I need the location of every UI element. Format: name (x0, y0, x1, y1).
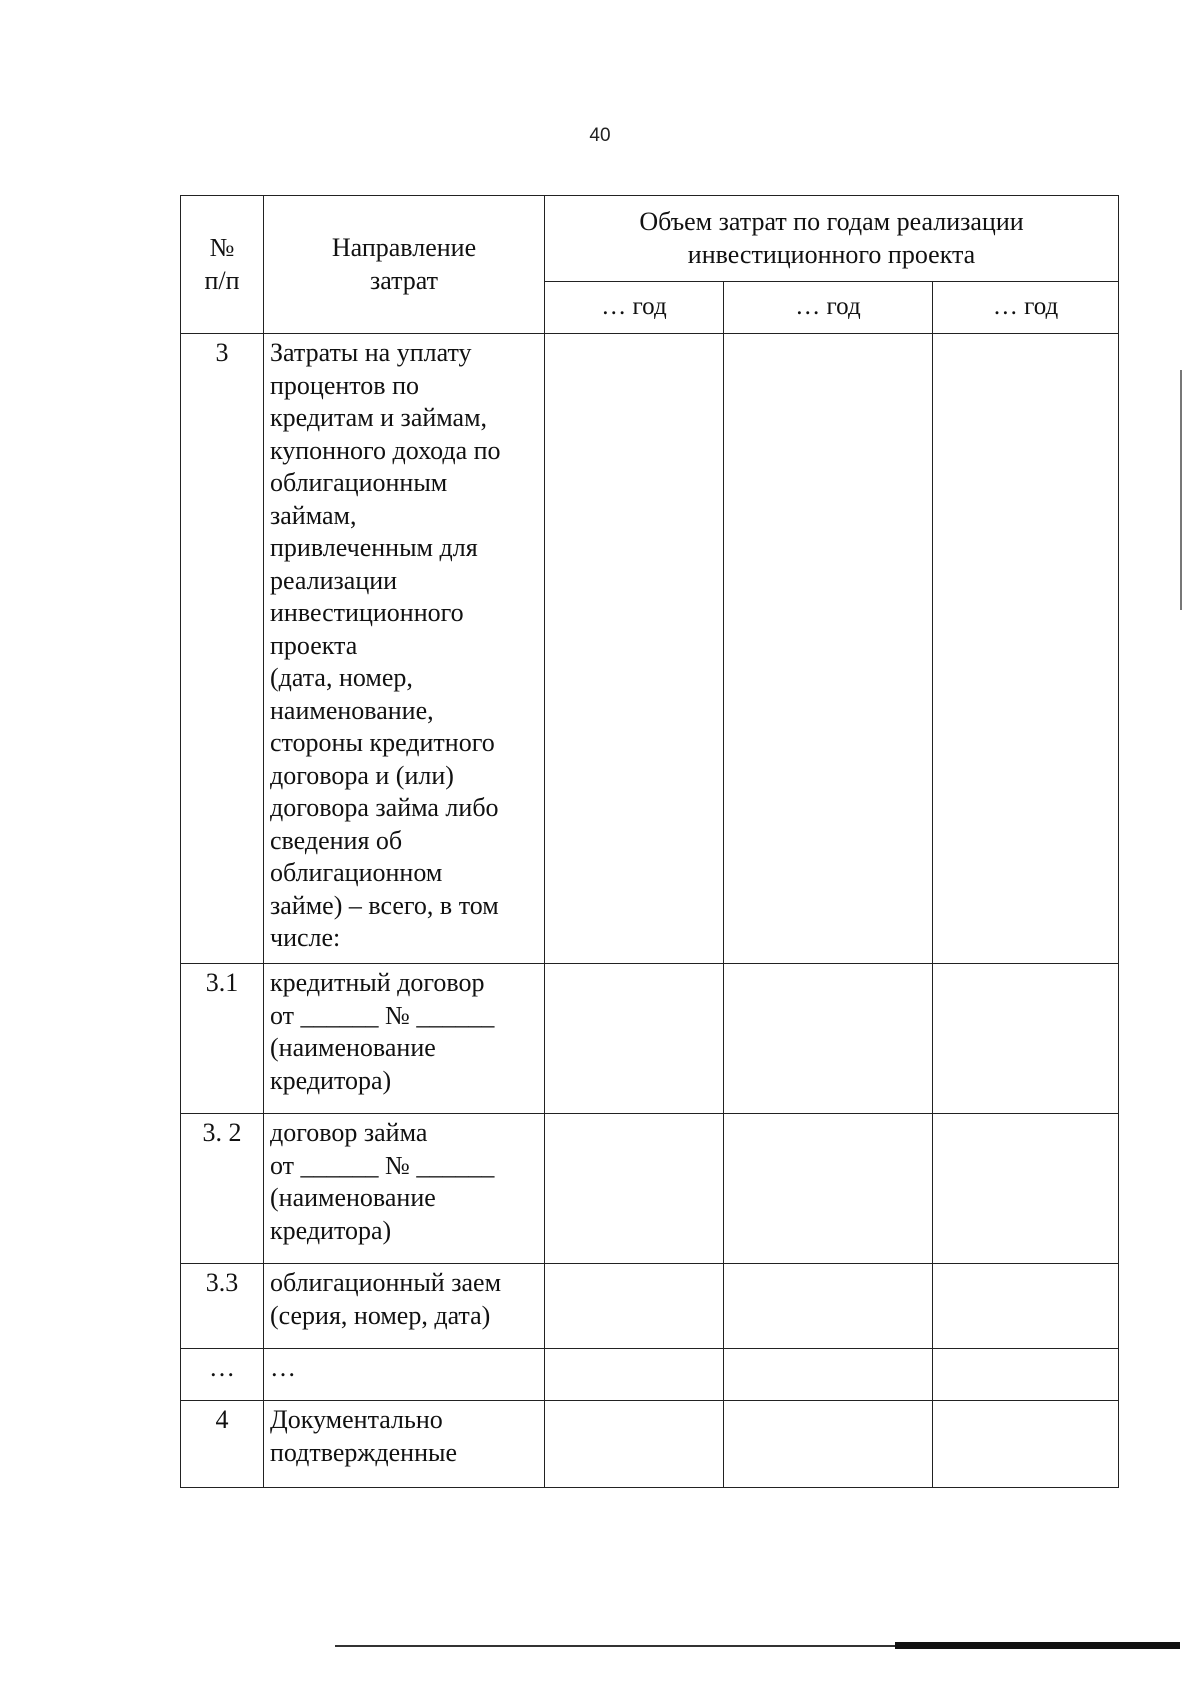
year-value-cell[interactable] (545, 1401, 724, 1488)
year-value-cell[interactable] (724, 334, 933, 964)
year-value-cell[interactable] (545, 1114, 724, 1264)
table-row (181, 964, 1119, 1114)
direction-line: облигационный заем (270, 1268, 502, 1297)
investment-cost-table (180, 195, 1119, 1488)
direction-line: наименование, (270, 695, 434, 725)
direction-line: от ______ № ______ (270, 1000, 495, 1030)
year-value-cell[interactable] (933, 964, 1119, 1114)
direction-line: привлеченным для (270, 533, 478, 562)
year-value-cell[interactable] (545, 334, 724, 964)
direction-line: кредитора) (270, 1215, 392, 1245)
direction-line: (серия, номер, дата) (270, 1300, 491, 1330)
header-year-2: … год (724, 282, 933, 334)
direction-line: договора и (или) (270, 760, 454, 790)
direction-line: кредитам и займам, (270, 403, 488, 432)
direction-line: проекта (270, 630, 358, 660)
direction-line: займе) – всего, в том (270, 890, 499, 920)
header-year-1: … год (545, 282, 724, 334)
direction-line: (наименование (270, 1033, 436, 1062)
direction-line: займам, (270, 500, 357, 530)
year-value-cell[interactable] (724, 1264, 933, 1349)
page-number: 40 (589, 125, 611, 146)
header-year-3: … год (933, 282, 1119, 334)
direction-line: от ______ № ______ (270, 1150, 495, 1180)
table-row (181, 334, 1119, 964)
row-number: 4 (181, 1401, 264, 1488)
direction-line: числе: (270, 923, 341, 952)
row-direction (264, 334, 545, 964)
year-value-cell[interactable] (724, 1401, 933, 1488)
table-row (181, 1114, 1119, 1264)
direction-line: облигационным (270, 468, 448, 497)
year-value-cell[interactable] (545, 964, 724, 1114)
year-value-cell[interactable] (724, 1349, 933, 1401)
row-number: 3.3 (181, 1264, 264, 1349)
row-number: 3 (181, 334, 264, 964)
direction-line: кредитора) (270, 1065, 392, 1095)
row-direction (264, 1114, 545, 1264)
direction-line: облигационном (270, 858, 443, 887)
footer-rule-thin (335, 1645, 895, 1647)
direction-line: … (270, 1353, 296, 1382)
direction-line: кредитный договор (270, 968, 485, 997)
direction-line: реализации (270, 565, 398, 595)
direction-line: (наименование (270, 1183, 436, 1212)
direction-line: сведения об (270, 825, 403, 855)
row-number: … (181, 1349, 264, 1401)
row-direction (264, 1401, 545, 1488)
table-row (181, 1401, 1119, 1488)
scan-edge-mark (1180, 370, 1182, 610)
direction-line: купонного дохода по (270, 435, 501, 465)
direction-line: стороны кредитного (270, 728, 495, 757)
year-value-cell[interactable] (724, 1114, 933, 1264)
row-direction (264, 1264, 545, 1349)
table-row (181, 1264, 1119, 1349)
direction-line: Затраты на уплату (270, 338, 472, 367)
year-value-cell[interactable] (933, 1401, 1119, 1488)
row-direction (264, 1349, 545, 1401)
table-row (181, 1349, 1119, 1401)
direction-line: Документально (270, 1405, 443, 1434)
direction-line: договор займа (270, 1118, 428, 1147)
year-value-cell[interactable] (545, 1264, 724, 1349)
row-direction (264, 964, 545, 1114)
year-value-cell[interactable] (545, 1349, 724, 1401)
year-value-cell[interactable] (933, 1264, 1119, 1349)
year-value-cell[interactable] (933, 1114, 1119, 1264)
year-value-cell[interactable] (724, 964, 933, 1114)
row-number: 3. 2 (181, 1114, 264, 1264)
direction-line: (дата, номер, (270, 663, 413, 692)
direction-line: инвестиционного (270, 598, 464, 627)
direction-line: процентов по (270, 370, 419, 400)
year-value-cell[interactable] (933, 334, 1119, 964)
header-number: № п/п (181, 196, 264, 334)
row-number: 3.1 (181, 964, 264, 1114)
direction-line: подтвержденные (270, 1437, 457, 1467)
header-volume: Объем затрат по годам реализации инвестиционного проекта (545, 196, 1119, 282)
footer-rule-thick (895, 1642, 1180, 1649)
year-value-cell[interactable] (933, 1349, 1119, 1401)
table-body (181, 334, 1119, 1488)
header-direction: Направление затрат (264, 196, 545, 334)
direction-line: договора займа либо (270, 793, 499, 822)
